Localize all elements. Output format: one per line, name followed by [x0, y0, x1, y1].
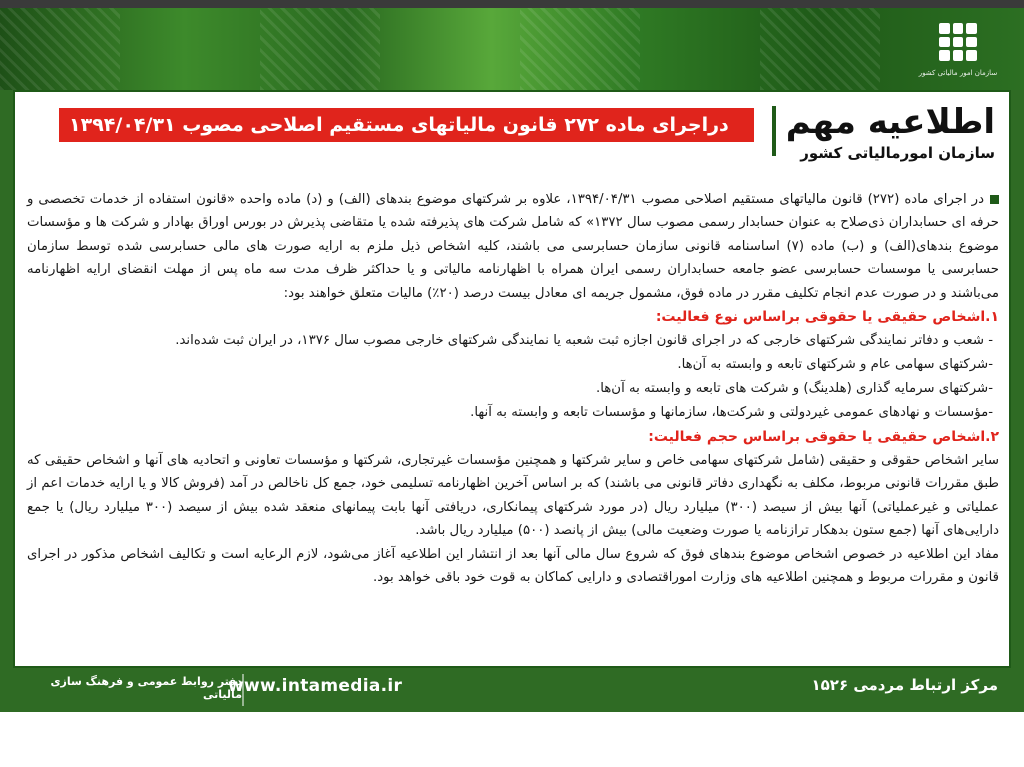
bullet-icon	[990, 195, 999, 204]
emblem-icon	[935, 19, 981, 65]
section-2-text: سایر اشخاص حقوقی و حقیقی (شامل شرکتهای سهامی خاص و سایر شرکتها و همچنین مؤسسات غیرتجاری، شرکتها و مؤسسات تعاونی و اتحادیه های آنها و اشخاص حقیقی که طبق مقررات قانونی مربوط، مکلف به نگهداری دفاتر قانونی می باشند) که بر اساس آخرین اظهارنامه تسلیمی خود، جمع کل ناخالص در آمد (فروش کالا و یا ارایه خدمات اعم از عملیاتی و غیرعملیاتی) آنها بیش از سیصد (۳۰۰) میلیارد ریال (در مورد شرکتهای پیمانکاری، دریافتی آنها بابت پیمانهای منعقد شده بیش از سیصد (۳۰۰ میلیارد ریال) یا جمع دارایی‌های آنها (جمع ستون بدهکار ترازنامه یا صورت وضعیت مالی) بیش از پانصد (۵۰۰) میلیارد ریال باشد.	[27, 453, 999, 539]
closing-paragraph: مفاد این اطلاعیه در خصوص اشخاص موضوع بندهای فوق که شروع سال مالی آنها بعد از انتشار این اطلاعیه آغاز می‌شود، لازم الرعایه است و تکالیف اشخاص مذکور در اجرای قانون و مقررات مربوط و همچنین اطلاعیه های وزارت اموراقتصادی و دارایی کماکان به قوت خود باقی خواهد بود.	[27, 546, 999, 586]
notice-title: اطلاعیه مهم	[785, 102, 995, 142]
website-link[interactable]: www.intamedia.ir	[228, 676, 403, 696]
list-item: -مؤسسات و نهادهای عمومی غیردولتی و شرکت‌ها، سازمانها و مؤسسات تابعه و وابسته به آنها.	[470, 405, 993, 421]
list-item: - شعب و دفاتر نمایندگی شرکتهای خارجی که در اجرای قانون اجازه ثبت شعبه یا نمایندگی شرکتهای خارجی مصوب سال ۱۳۷۶، در ایران ثبت شده‌اند.	[175, 333, 993, 349]
section-1-heading: ۱.اشخاص حقیقی یا حقوقی براساس نوع فعالیت:	[655, 309, 999, 326]
notice-subtitle: دراجرای ماده ۲۷۲ قانون مالیاتهای مستقیم اصلاحی مصوب ۱۳۹۴/۰۴/۳۱	[59, 108, 754, 142]
list-item: -شرکتهای سهامی عام و شرکتهای تابعه و وابسته به آن‌ها.	[677, 357, 993, 373]
decorative-banner	[0, 0, 1024, 90]
organization-name: سازمان امورمالیاتی کشور	[800, 144, 995, 162]
public-relations-office: دفتر روابط عمومی و فرهنگ سازی مالیاتی	[50, 675, 242, 701]
intro-text: در اجرای ماده (۲۷۲) قانون مالیاتهای مستقیم اصلاحی مصوب ۱۳۹۴/۰۴/۳۱، علاوه بر شرکتهای موضوع بندهای (الف) و (د) ماده واحده «قانون استفاده از خدمات تخصصی و حرفه ای حسابداران ذی‌صلاح به عنوان حسابدار رسمی مصوب سال ۱۳۷۲» که شامل شرکت های پذیرفته شده یا متقاضی پذیرش در بورس اوراق بهادار و شرکت ها و مؤسسات موضوع بندهای(الف) و (ب) ماده (۷) اساسنامه قانونی سازمان حسابرسی می باشند، کلیه اشخاص ذیل ملزم به ارایه صورت های مالی حسابرسی شده توسط سازمان حسابرسی یا موسسات حسابرسی عضو جامعه حسابداران رسمی ایران همراه با اظهارنامه مالیاتی و یا حداکثر ظرف مدت سه ماه پس از مهلت انقضای ارایه اظهارنامه می‌باشند و در صورت عدم انجام تکلیف مقرر در ماده فوق، مشمول جریمه ای معادل بیست درصد (۲۰٪) مالیات متعلق خواهند بود:	[27, 192, 999, 301]
notice-header	[762, 102, 995, 162]
tax-organization-logo	[918, 8, 998, 88]
notice-body	[27, 188, 999, 589]
list-item: -شرکتهای سرمایه گذاری (هلدینگ) و شرکت های تابعه و وابسته به آن‌ها.	[596, 381, 993, 397]
section-2-heading: ۲.اشخاص حقیقی یا حقوقی براساس حجم فعالیت:	[648, 429, 999, 446]
intro-paragraph	[27, 188, 999, 305]
header-separator	[772, 106, 776, 156]
top-strip	[0, 0, 1024, 8]
call-center: مرکز ارتباط مردمی ۱۵۲۶	[811, 676, 998, 694]
logo-caption: سازمان امور مالیاتی کشور	[918, 69, 998, 77]
notice-card	[13, 90, 1011, 668]
